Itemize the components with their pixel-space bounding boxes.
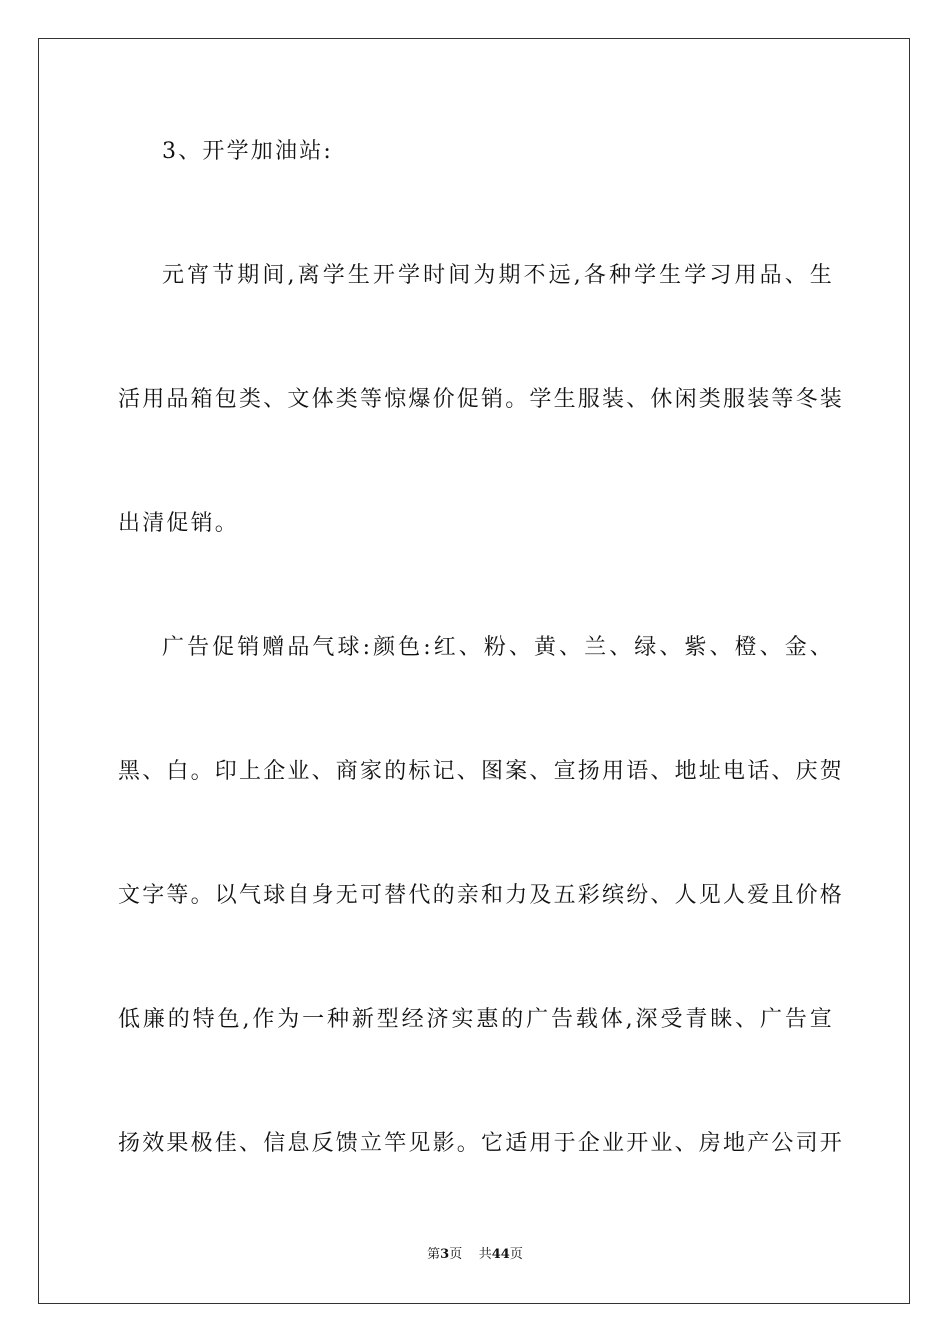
paragraph-line: 广告促销赠品气球:颜色:红、粉、黄、兰、绿、紫、橙、金、 [162, 635, 834, 660]
page-prefix: 第 [427, 1247, 441, 1262]
paragraph-line: 活用品箱包类、文体类等惊爆价促销。学生服装、休闲类服装等冬装 [118, 387, 845, 412]
paragraph-line: 出清促销。 [118, 511, 240, 536]
paragraph-line: 文字等。以气球自身无可替代的亲和力及五彩缤纷、人见人爱且价格 [118, 883, 845, 908]
page-border [38, 38, 910, 1304]
paragraph-line: 元宵节期间,离学生开学时间为期不远,各种学生学习用品、生 [162, 263, 834, 288]
paragraph-line: 黑、白。印上企业、商家的标记、图案、宣扬用语、地址电话、庆贺 [118, 759, 845, 784]
page-number: 3 [440, 1247, 450, 1262]
page-footer [0, 1246, 950, 1264]
total-prefix: 共 [478, 1247, 492, 1262]
total-pages: 44 [491, 1247, 510, 1262]
section-heading: 3、开学加油站: [162, 139, 334, 164]
page-suffix: 页 [449, 1247, 463, 1262]
paragraph-line: 低廉的特色,作为一种新型经济实惠的广告载体,深受青睐、广告宣 [118, 1007, 834, 1032]
paragraph-line: 扬效果极佳、信息反馈立竿见影。它适用于企业开业、房地产公司开 [118, 1131, 845, 1156]
total-suffix: 页 [509, 1247, 523, 1262]
